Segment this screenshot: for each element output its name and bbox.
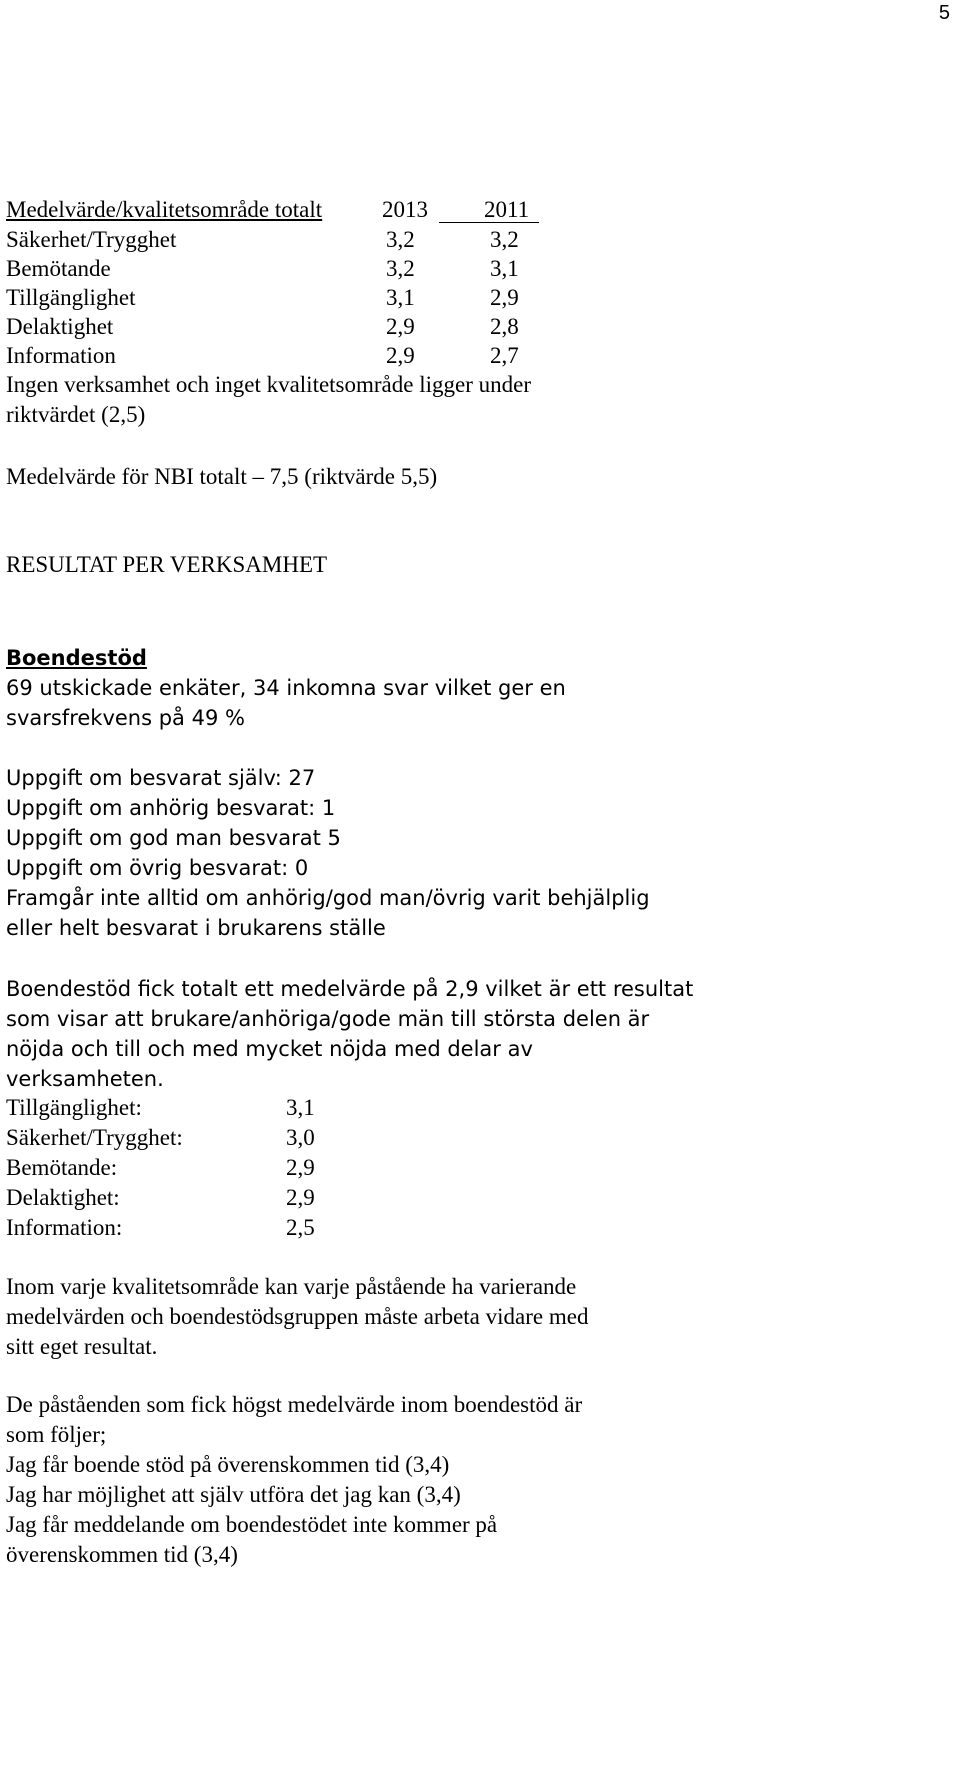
respondent-line: Uppgift om övrig besvarat: 0 (6, 856, 309, 880)
row-value-2011: 3,1 (490, 256, 519, 281)
row-value-2011: 2,7 (490, 343, 519, 368)
highest-line: överenskommen tid (3,4) (6, 1542, 238, 1567)
score-row (6, 1213, 315, 1243)
respondent-line: Uppgift om besvarat själv: 27 (6, 766, 316, 790)
variation-line: Inom varje kvalitetsområde kan varje påstående ha varierande (6, 1274, 577, 1299)
highest-line: Jag får meddelande om boendestödet inte kommer på (6, 1512, 498, 1537)
respondent-line: Uppgift om god man besvarat 5 (6, 826, 341, 850)
score-row (6, 1153, 315, 1183)
highest-line: De påståenden som fick högst medelvärde inom boendestöd är (6, 1392, 583, 1417)
score-value: 2,5 (286, 1215, 315, 1240)
score-value: 2,9 (286, 1155, 315, 1180)
table-header-label: Medelvärde/kvalitetsområde totalt (6, 197, 323, 222)
variation-line: medelvärden och boendestödsgruppen måste arbeta vidare med (6, 1304, 589, 1329)
highest-line: Jag får boende stöd på överenskommen tid (3,4) (6, 1452, 450, 1477)
boendestod-heading: Boendestöd (6, 646, 147, 670)
row-value-2011: 2,9 (490, 285, 519, 310)
summary-line: Boendestöd fick totalt ett medelvärde på 2,9 vilket är ett resultat (6, 977, 694, 1001)
score-label: Säkerhet/Trygghet: (6, 1125, 183, 1150)
summary-line: nöjda och till och med mycket nöjda med delar av (6, 1037, 533, 1061)
summary-line: verksamheten. (6, 1067, 164, 1091)
row-value-2013: 3,2 (386, 256, 415, 281)
respondent-line: Framgår inte alltid om anhörig/god man/övrig varit behjälplig (6, 886, 650, 910)
table-note-line: Ingen verksamhet och inget kvalitetsområde ligger under (6, 372, 531, 397)
row-label: Information (6, 343, 116, 368)
page-number: 5 (938, 2, 950, 24)
highest-line: Jag har möjlighet att själv utföra det jag kan (3,4) (6, 1482, 461, 1507)
score-label: Delaktighet: (6, 1185, 120, 1210)
table-row (6, 283, 519, 313)
score-label: Information: (6, 1215, 123, 1240)
row-value-2013: 2,9 (386, 343, 415, 368)
score-value: 3,0 (286, 1125, 315, 1150)
row-value-2011: 3,2 (490, 227, 519, 252)
row-value-2011: 2,8 (490, 314, 519, 339)
table-row (6, 254, 519, 284)
table-row (6, 341, 519, 371)
variation-line: sitt eget resultat. (6, 1334, 158, 1359)
table-note-line: riktvärdet (2,5) (6, 402, 146, 427)
table-row (6, 225, 519, 255)
score-label: Tillgänglighet: (6, 1095, 142, 1120)
intro-line: svarsfrekvens på 49 % (6, 706, 245, 730)
intro-line: 69 utskickade enkäter, 34 inkomna svar vilket ger en (6, 676, 566, 700)
score-row (6, 1183, 315, 1213)
row-value-2013: 2,9 (386, 314, 415, 339)
table-row (6, 312, 519, 342)
score-row (6, 1093, 315, 1123)
respondent-line: eller helt besvarat i brukarens ställe (6, 916, 386, 940)
section-heading: RESULTAT PER VERKSAMHET (6, 552, 328, 577)
score-value: 3,1 (286, 1095, 315, 1120)
row-value-2013: 3,2 (386, 227, 415, 252)
row-label: Tillgänglighet (6, 285, 136, 310)
respondent-line: Uppgift om anhörig besvarat: 1 (6, 796, 336, 820)
nbi-line: Medelvärde för NBI totalt – 7,5 (riktvärde 5,5) (6, 464, 438, 489)
row-label: Säkerhet/Trygghet (6, 227, 177, 252)
row-label: Bemötande (6, 256, 111, 281)
score-label: Bemötande: (6, 1155, 118, 1180)
row-label: Delaktighet (6, 314, 114, 339)
table-header-2013: 2013 (382, 197, 428, 222)
table-header (6, 195, 530, 225)
table-header-2011: 2011 (484, 197, 530, 222)
score-value: 2,9 (286, 1185, 315, 1210)
row-value-2013: 3,1 (386, 285, 415, 310)
summary-line: som visar att brukare/anhöriga/gode män till största delen är (6, 1007, 650, 1031)
highest-line: som följer; (6, 1422, 107, 1447)
score-row (6, 1123, 315, 1153)
